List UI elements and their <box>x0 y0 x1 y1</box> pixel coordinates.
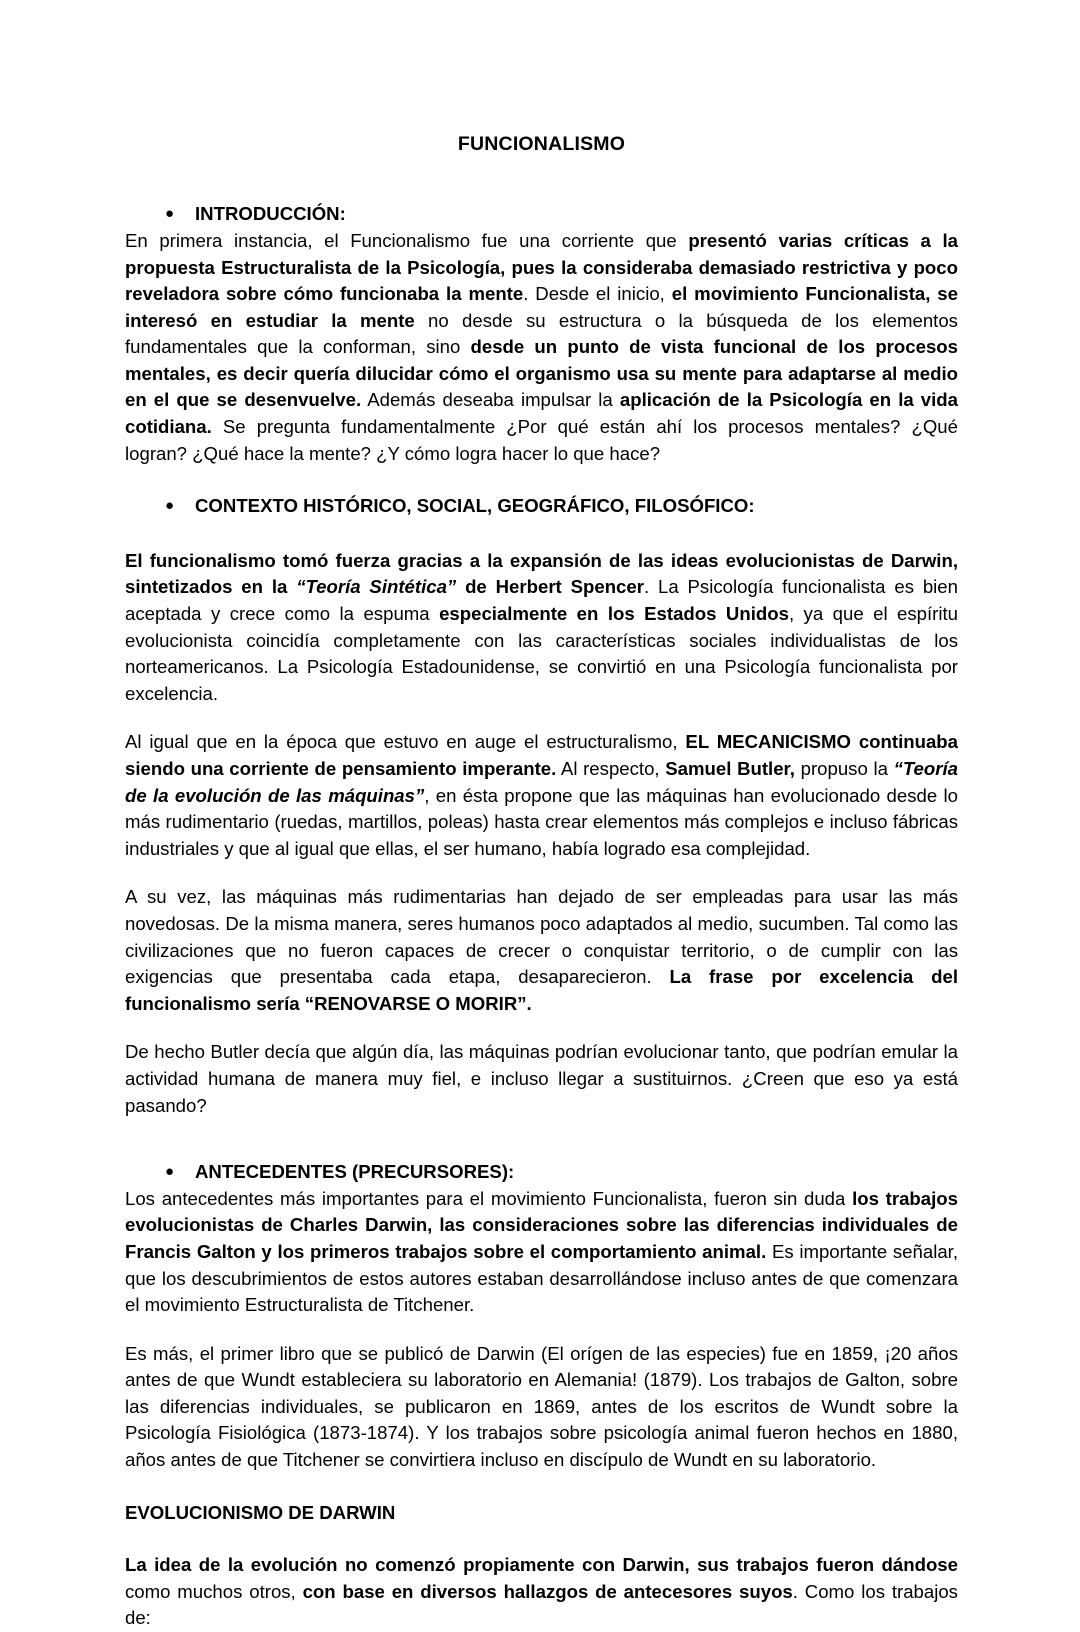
spacer <box>125 1119 958 1159</box>
bullet-icon: ● <box>165 205 175 223</box>
paragraph-contexto-3 <box>125 884 958 1017</box>
text-run-1: “Teoría Sintética” <box>296 576 457 598</box>
text-run-0: La idea de la evolución no comenzó propiamente con Darwin, sus trabajos fueron dándose <box>125 1554 958 1576</box>
paragraph-antecedentes-1 <box>125 1186 958 1319</box>
text-run-3: Samuel Butler, <box>665 758 795 779</box>
text-run-1: los trabajos evolucionistas de Charles Darwin, las consideraciones sobre las diferencias individuales de Francis Galton y los primeros trabajos sobre el comportamiento animal. <box>125 1187 958 1262</box>
text-run-1: La frase por excelencia del funcionalismo sería “RENOVARSE O MORIR”. <box>125 966 958 1014</box>
text-run-6: Además deseaba impulsar la <box>361 389 620 411</box>
document-content <box>125 0 958 1632</box>
text-run-4: no desde su estructura o la búsqueda de los elementos fundamentales que la conforman, sino <box>125 309 958 358</box>
spacer <box>125 1526 958 1552</box>
bullet-icon: ● <box>165 1163 175 1181</box>
text-run-2: de Herbert Spencer <box>456 576 644 598</box>
text-run-4: propuso la <box>794 758 894 779</box>
text-run-0: El funcionalismo tomó fuerza gracias a la expansión de las ideas evolucionistas de Darwin, sintetizados en la <box>125 549 958 598</box>
spacer <box>125 1474 958 1500</box>
text-run-5: “Teoría de la evolución de las máquinas” <box>125 758 958 806</box>
text-run-6: , en ésta propone que las máquinas han evolucionado desde lo más rudimentario (ruedas, martillos, poleas) hasta crear elementos más complejos e incluso fábricas industriales y que al igual que ellas, el ser humano, había logrado esa complejidad. <box>125 784 958 859</box>
bullet-icon: ● <box>165 497 175 515</box>
paragraph-contexto-4 <box>125 1039 958 1119</box>
text-run-0: Es más, el primer libro que se publicó de Darwin (El orígen de las especies) fue en 1859, ¡20 años antes de que Wundt estableciera su laboratorio en Alemania! (1879). Los trabajos de Galton, sobre las diferencias individuales, se publicaron en 1869, antes de los escritos de Wundt sobre la Psicología Fisiológica (1873-1874). Y los trabajos sobre psicología animal fueron hechos en 1880, años antes de que Titchener se convirtiera incluso en discípulo de Wundt en su laboratorio. <box>125 1342 958 1471</box>
text-run-0: A su vez, las máquinas más rudimentarias han dejado de ser empleadas para usar las más novedosas. De la misma manera, seres humanos poco adaptados al medio, sucumben. Tal como las civilizaciones que no fueron capaces de crecer o conquistar territorio, o de cumplir con las exigencias que presentaba cada etapa, desaparecieron. <box>125 886 958 988</box>
text-run-7: aplicación de la Psicología en la vida cotidiana. <box>125 389 958 438</box>
text-run-5: desde un punto de vista funcional de los procesos mentales, es decir quería dilucidar cómo el organismo usa su mente para adaptarse al medio en el que se desenvuelve. <box>125 336 958 411</box>
text-run-2: . Desde el inicio, <box>523 283 672 305</box>
section-heading-label: INTRODUCCIÓN: <box>195 203 346 225</box>
text-run-1: como muchos otros, <box>125 1580 303 1602</box>
text-run-4: especialmente en los Estados Unidos <box>439 603 789 625</box>
spacer <box>125 707 958 729</box>
spacer <box>125 1319 958 1341</box>
paragraph-contexto-2 <box>125 729 958 862</box>
text-run-2: Es importante señalar, que los descubrimientos de estos autores estaban desarrollándose incluso antes de que comenzara el movimiento Estructuralista de Titchener. <box>125 1240 958 1316</box>
section-heading-antecedentes <box>125 1159 958 1186</box>
page-title: FUNCIONALISMO <box>457 133 626 155</box>
text-run-5: , ya que el espíritu evolucionista coincidía completamente con las características sociales individualistas de los norteamericanos. La Psicología Estadounidense, se convirtió en una Psicología funcionalista por excelencia. <box>125 603 959 704</box>
section-heading-introduccion <box>125 201 958 228</box>
paragraph-contexto-1 <box>125 548 958 708</box>
spacer <box>125 862 958 884</box>
spacer <box>125 157 958 201</box>
text-run-3: . Como los trabajos de: <box>125 1580 958 1629</box>
spacer <box>125 1017 958 1039</box>
text-run-1: EL MECANICISMO continuaba siendo una corriente de pensamiento imperante. <box>125 731 959 779</box>
spacer <box>125 520 958 548</box>
text-run-0: Los antecedentes más importantes para el movimiento Funcionalista, fueron sin duda <box>125 1187 853 1209</box>
text-run-0: Al igual que en la época que estuvo en auge el estructuralismo, <box>125 731 686 753</box>
paragraph-evolucionismo <box>125 1552 958 1632</box>
section-heading-evolucionismo: EVOLUCIONISMO DE DARWIN <box>125 1501 396 1523</box>
text-run-0: De hecho Butler decía que algún día, las máquinas podrían evolucionar tanto, que podrían emular la actividad humana de manera muy fiel, e incluso llegar a sustituirnos. ¿Creen que eso ya está pasando? <box>125 1041 958 1116</box>
text-run-3: el movimiento Funcionalista, se interesó en estudiar la mente <box>125 283 958 331</box>
spacer <box>125 467 958 493</box>
paragraph-introduccion <box>125 228 958 467</box>
text-run-1: presentó varias críticas a la propuesta Estructuralista de la Psicología, pues la consideraba demasiado restrictiva y poco reveladora sobre cómo funcionaba la mente <box>125 229 958 305</box>
text-run-8: Se pregunta fundamentalmente ¿Por qué están ahí los procesos mentales? ¿Qué logran? ¿Qué hace la mente? ¿Y cómo logra hacer lo que hace? <box>125 416 958 464</box>
text-run-0: En primera instancia, el Funcionalismo fue una corriente que <box>125 229 689 251</box>
text-run-3: . La Psicología funcionalista es bien aceptada y crece como la espuma <box>125 576 958 625</box>
text-run-2: con base en diversos hallazgos de antecesores suyos <box>302 1580 793 1602</box>
section-heading-label: CONTEXTO HISTÓRICO, SOCIAL, GEOGRÁFICO, FILOSÓFICO: <box>195 495 755 517</box>
text-run-2: Al respecto, <box>556 758 666 779</box>
section-heading-contexto <box>125 493 958 520</box>
paragraph-antecedentes-2 <box>125 1341 958 1474</box>
section-heading-label: ANTECEDENTES (PRECURSORES): <box>195 1161 515 1183</box>
